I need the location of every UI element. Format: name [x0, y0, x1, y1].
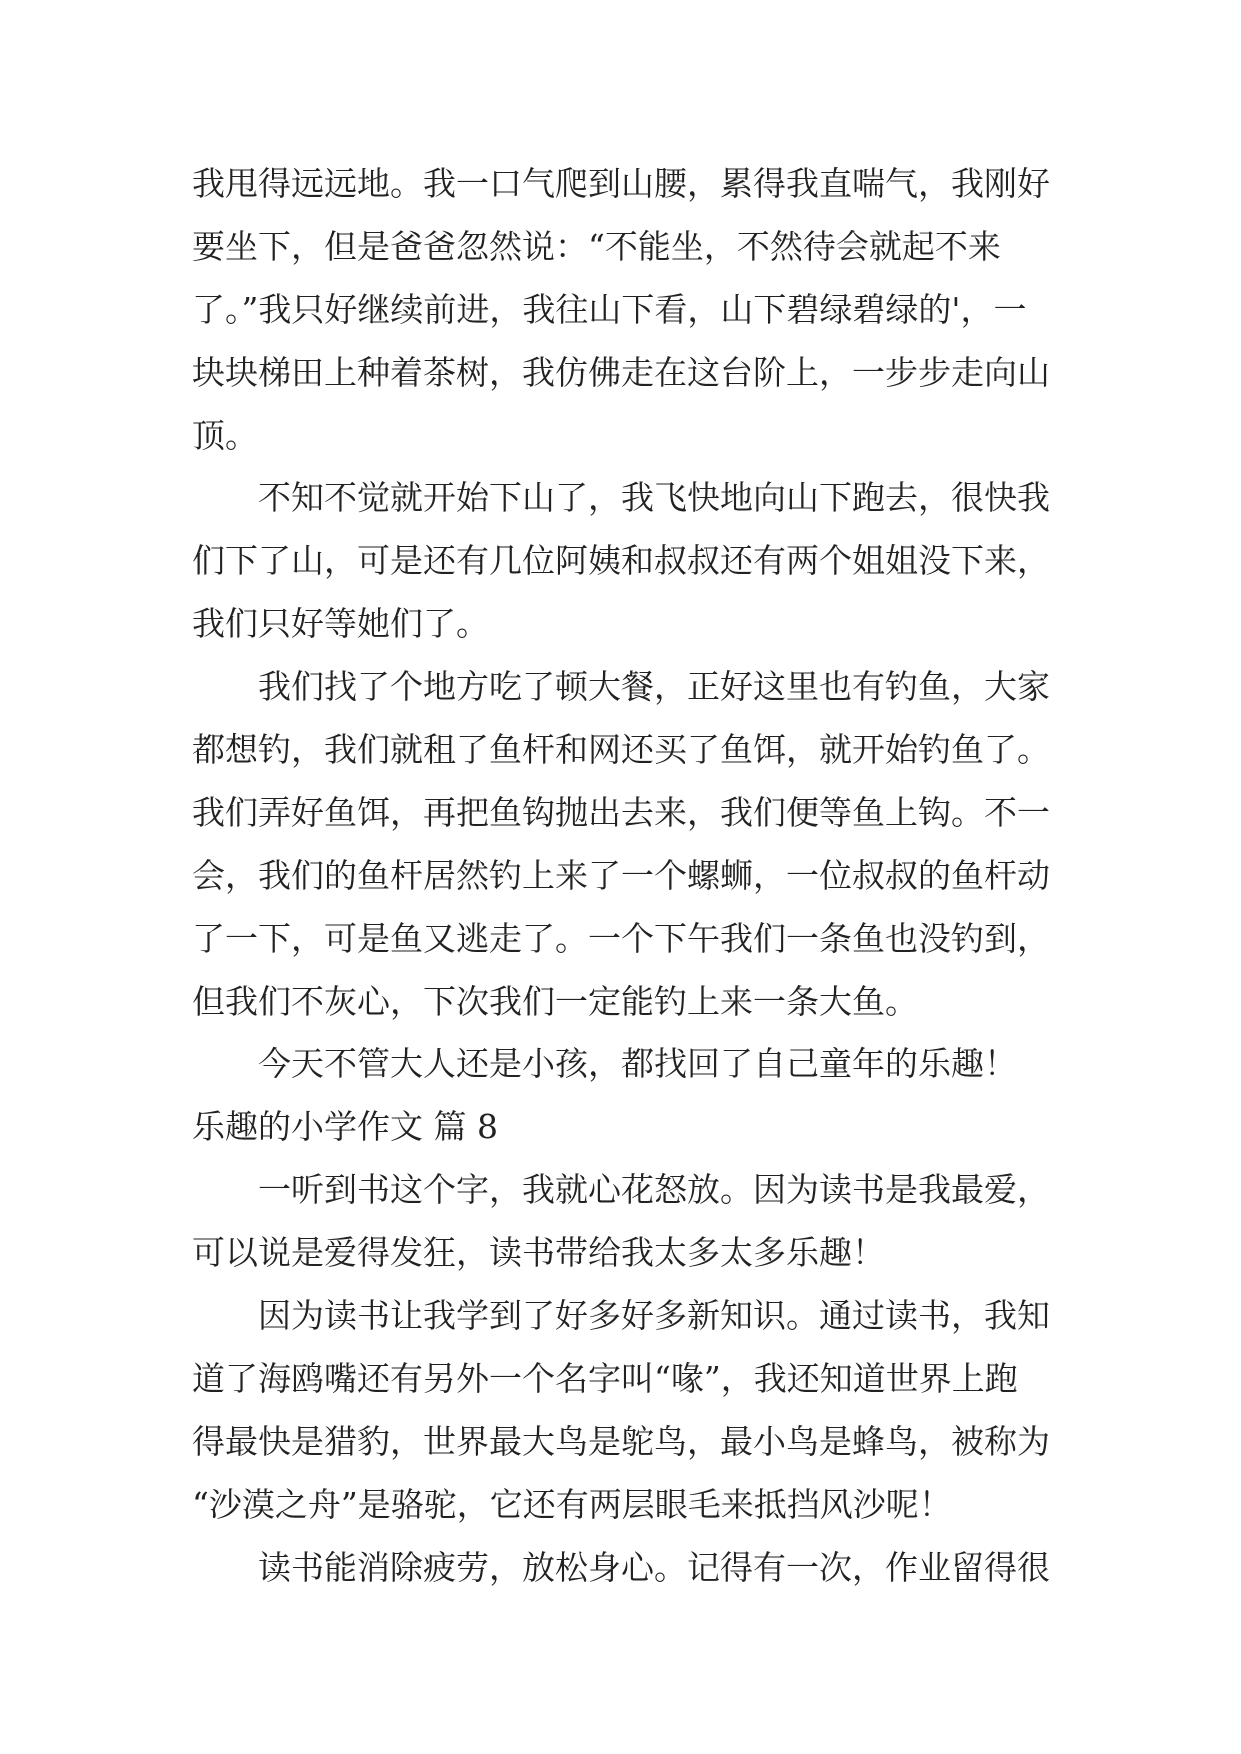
text-line: 读书能消除疲劳，放松身心。记得有一次，作业留得很: [258, 1547, 1050, 1587]
text-line: 要坐下，但是爸爸忽然说：“不能坐，不然待会就起不来: [192, 226, 1001, 266]
text-line: “沙漠之舟”是骆驼，它还有两层眼毛来抵挡风沙呢！: [192, 1484, 952, 1524]
text-line: 块块梯田上种着茶树，我仿佛走在这台阶上，一步步走向山: [192, 352, 1050, 392]
text-line: 我甩得远远地。我一口气爬到山腰，累得我直喘气，我刚好: [192, 164, 1050, 203]
text-line: 我们弄好鱼饵，再把鱼钩抛出去来，我们便等鱼上钩。不一: [192, 792, 1050, 832]
text-line: 了一下，可是鱼又逃走了。一个下午我们一条鱼也没钓到，: [192, 918, 1050, 958]
text-line: 因为读书让我学到了好多好多新知识。通过读书，我知: [258, 1296, 1050, 1336]
text-line: 道了海鸥嘴还有另外一个名字叫“喙”，我还知道世界上跑: [192, 1358, 1018, 1398]
text-line: 我们找了个地方吃了顿大餐，正好这里也有钓鱼，大家: [258, 667, 1050, 707]
text-line: 了。”我只好继续前进，我往山下看，山下碧绿碧绿的'，一: [192, 289, 1027, 329]
section-heading: 乐趣的小学作文 篇 8: [192, 1107, 498, 1147]
text-line: 一听到书这个字，我就心花怒放。因为读书是我最爱，: [258, 1170, 1050, 1210]
text-line: 们下了山，可是还有几位阿姨和叔叔还有两个姐姐没下来，: [192, 541, 1050, 581]
document-body: [192, 153, 1072, 1599]
text-line: 今天不管大人还是小孩，都找回了自己童年的乐趣！: [258, 1044, 1017, 1084]
text-line: 顶。: [192, 415, 258, 455]
text-line: 都想钓，我们就租了鱼杆和网还买了鱼饵，就开始钓鱼了。: [192, 730, 1050, 770]
text-line: 但我们不灰心，下次我们一定能钓上来一条大鱼。: [192, 981, 918, 1021]
text-line: 会，我们的鱼杆居然钓上来了一个螺蛳，一位叔叔的鱼杆动: [192, 855, 1050, 895]
text-line: 可以说是爱得发狂，读书带给我太多太多乐趣！: [192, 1233, 885, 1273]
text-line: 得最快是猎豹，世界最大鸟是鸵鸟，最小鸟是蜂鸟，被称为: [192, 1421, 1050, 1461]
text-line: 不知不觉就开始下山了，我飞快地向山下跑去，很快我: [258, 478, 1050, 518]
text-line: 我们只好等她们了。: [192, 604, 489, 644]
